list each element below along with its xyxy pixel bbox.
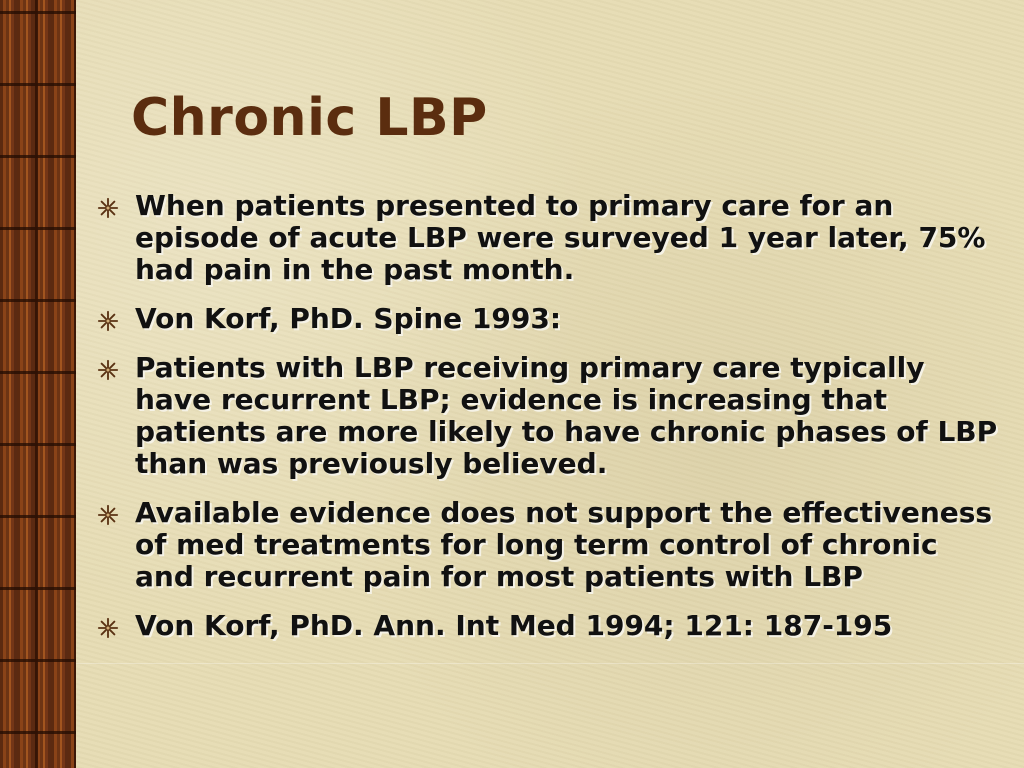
snowflake-bullet-icon [97,504,119,526]
bullet-text: Available evidence does not support the effectiveness of med treatments for long term control of chronic and recurrent pain for most patients with LBP [135,496,993,593]
bullet-list [93,190,1003,642]
snowflake-bullet-icon [97,197,119,219]
slide-title: Chronic LBP [131,88,488,148]
bullet-item [93,352,1003,480]
bullet-item [93,190,1003,286]
snowflake-bullet-icon [97,359,119,381]
bullet-item [93,497,1003,593]
snowflake-bullet-icon [97,310,119,332]
bullet-text: Patients with LBP receiving primary care typically have recurrent LBP; evidence is increasing that patients are more likely to have chronic phases of LBP than was previously believed. [135,351,998,480]
faint-divider-line [76,663,1024,664]
bullet-item [93,610,1003,642]
bullet-text: When patients presented to primary care for an episode of acute LBP were surveyed 1 year later, 75% had pain in the past month. [135,189,986,286]
slide-content [76,0,1024,768]
bullet-item [93,303,1003,335]
snowflake-bullet-icon [97,617,119,639]
bullet-text: Von Korf, PhD. Ann. Int Med 1994; 121: 187-195 [135,609,893,642]
bullet-text: Von Korf, PhD. Spine 1993: [135,302,562,335]
left-decorative-border [0,0,76,768]
